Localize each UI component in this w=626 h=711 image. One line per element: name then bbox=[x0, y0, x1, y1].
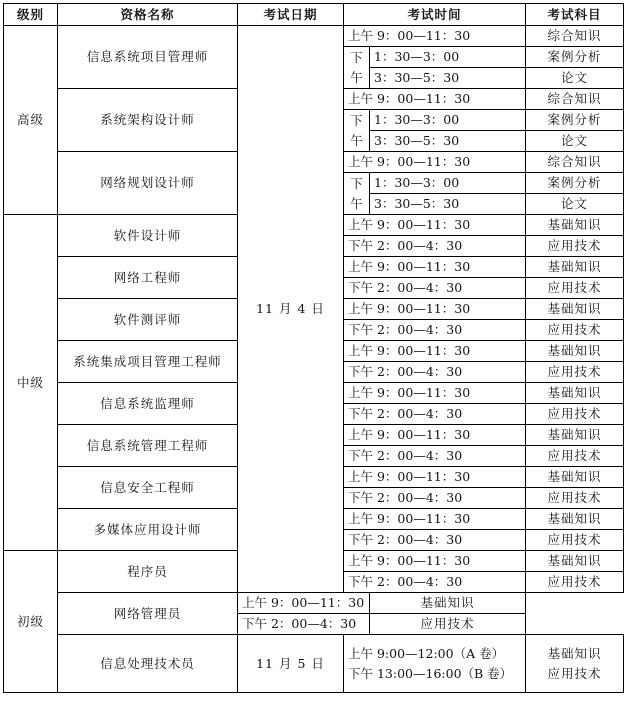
time-afternoon: 下午 2：00—4：30 bbox=[344, 530, 526, 551]
time-afternoon-label bbox=[344, 173, 370, 215]
subject: 基础知识 bbox=[526, 425, 624, 446]
subject: 案例分析 bbox=[526, 47, 624, 68]
header-name: 资格名称 bbox=[58, 4, 238, 26]
subject: 基础知识 bbox=[526, 383, 624, 404]
subject: 基础知识 bbox=[526, 551, 624, 572]
qualification-name: 网络管理员 bbox=[58, 593, 238, 635]
qualification-name: 软件测评师 bbox=[58, 299, 238, 341]
qualification-name: 信息处理技术员 bbox=[58, 635, 238, 693]
exam-date-nov4: 11 月 4 日 bbox=[238, 26, 344, 593]
exam-schedule-table bbox=[3, 3, 624, 693]
time-morning: 上午 9：00—11：30 bbox=[344, 383, 526, 404]
subject: 应用技术 bbox=[526, 404, 624, 425]
level-junior: 初级 bbox=[4, 551, 58, 693]
time-morning: 上午 9：00—11：30 bbox=[344, 152, 526, 173]
time-morning: 上午 9：00—11：30 bbox=[344, 467, 526, 488]
time-afternoon-b: 3：30—5：30 bbox=[370, 131, 526, 152]
subject: 综合知识 bbox=[526, 26, 624, 47]
subject: 基础知识 bbox=[526, 509, 624, 530]
qualification-name: 信息系统项目管理师 bbox=[58, 26, 238, 89]
time-morning: 上午 9：00—11：30 bbox=[344, 215, 526, 236]
subject: 论文 bbox=[526, 194, 624, 215]
subject: 应用技术 bbox=[526, 446, 624, 467]
afternoon-wu: 午 bbox=[350, 132, 363, 148]
afternoon-wu: 午 bbox=[350, 195, 363, 211]
subject: 案例分析 bbox=[526, 110, 624, 131]
afternoon-xia: 下 bbox=[350, 175, 363, 191]
subject: 应用技术 bbox=[526, 236, 624, 257]
subject: 基础知识 bbox=[526, 299, 624, 320]
time-morning: 上午 9：00—11：30 bbox=[344, 299, 526, 320]
header-level: 级别 bbox=[4, 4, 58, 26]
header-time: 考试时间 bbox=[344, 4, 526, 26]
afternoon-xia: 下 bbox=[350, 112, 363, 128]
time-two-sessions bbox=[344, 635, 526, 693]
qualification-name: 软件设计师 bbox=[58, 215, 238, 257]
time-morning: 上午 9：00—11：30 bbox=[344, 257, 526, 278]
time-afternoon: 下午 2：00—4：30 bbox=[344, 572, 526, 593]
qualification-name: 信息系统管理工程师 bbox=[58, 425, 238, 467]
subject: 基础知识 bbox=[547, 645, 602, 661]
subject: 应用技术 bbox=[370, 614, 526, 635]
subject: 应用技术 bbox=[526, 572, 624, 593]
time-morning: 上午 9：00—11：30 bbox=[344, 509, 526, 530]
time-morning: 上午 9：00—11：30 bbox=[344, 551, 526, 572]
subject: 基础知识 bbox=[370, 593, 526, 614]
time-afternoon-a: 1：30—3：00 bbox=[370, 173, 526, 194]
qualification-name: 系统架构设计师 bbox=[58, 89, 238, 152]
subject: 基础知识 bbox=[526, 215, 624, 236]
subject: 案例分析 bbox=[526, 173, 624, 194]
afternoon-wu: 午 bbox=[350, 69, 363, 85]
time-afternoon: 下午 2：00—4：30 bbox=[344, 320, 526, 341]
time-morning: 上午 9：00—11：30 bbox=[344, 425, 526, 446]
subject: 基础知识 bbox=[526, 341, 624, 362]
subject: 论文 bbox=[526, 68, 624, 89]
time-pm-paper-b: 下午 13:00—16:00（B 卷） bbox=[348, 665, 513, 681]
time-morning: 上午 9：00—11：30 bbox=[344, 26, 526, 47]
header-date: 考试日期 bbox=[238, 4, 344, 26]
subject: 基础知识 bbox=[526, 257, 624, 278]
qualification-name: 程序员 bbox=[58, 551, 238, 593]
time-afternoon: 下午 2：00—4：30 bbox=[344, 236, 526, 257]
subject: 应用技术 bbox=[526, 278, 624, 299]
qualification-name: 信息系统监理师 bbox=[58, 383, 238, 425]
header-subject: 考试科目 bbox=[526, 4, 624, 26]
subject: 综合知识 bbox=[526, 89, 624, 110]
subjects-two bbox=[526, 635, 624, 693]
time-afternoon-label bbox=[344, 47, 370, 89]
subject: 应用技术 bbox=[547, 665, 602, 681]
time-morning: 上午 9：00—11：30 bbox=[238, 593, 370, 614]
level-middle: 中级 bbox=[4, 215, 58, 551]
time-afternoon-b: 3：30—5：30 bbox=[370, 68, 526, 89]
time-morning: 上午 9：00—11：30 bbox=[344, 89, 526, 110]
time-afternoon-label bbox=[344, 110, 370, 152]
subject: 基础知识 bbox=[526, 467, 624, 488]
qualification-name: 信息安全工程师 bbox=[58, 467, 238, 509]
exam-date-nov5: 11 月 5 日 bbox=[238, 635, 344, 693]
subject: 综合知识 bbox=[526, 152, 624, 173]
time-afternoon-a: 1：30—3：00 bbox=[370, 110, 526, 131]
afternoon-xia: 下 bbox=[350, 49, 363, 65]
level-senior: 高级 bbox=[4, 26, 58, 215]
qualification-name: 多媒体应用设计师 bbox=[58, 509, 238, 551]
time-morning: 上午 9：00—11：30 bbox=[344, 341, 526, 362]
qualification-name: 网络工程师 bbox=[58, 257, 238, 299]
subject: 应用技术 bbox=[526, 320, 624, 341]
time-afternoon: 下午 2：00—4：30 bbox=[344, 446, 526, 467]
time-afternoon: 下午 2：00—4：30 bbox=[344, 488, 526, 509]
time-afternoon-a: 1：30—3：00 bbox=[370, 47, 526, 68]
time-afternoon: 下午 2：00—4：30 bbox=[344, 404, 526, 425]
qualification-name: 系统集成项目管理工程师 bbox=[58, 341, 238, 383]
subject: 应用技术 bbox=[526, 530, 624, 551]
time-afternoon: 下午 2：00—4：30 bbox=[344, 362, 526, 383]
subject: 应用技术 bbox=[526, 488, 624, 509]
time-afternoon-b: 3：30—5：30 bbox=[370, 194, 526, 215]
qualification-name: 网络规划设计师 bbox=[58, 152, 238, 215]
subject: 论文 bbox=[526, 131, 624, 152]
subject: 应用技术 bbox=[526, 362, 624, 383]
time-afternoon: 下午 2：00—4：30 bbox=[344, 278, 526, 299]
time-afternoon: 下午 2：00—4：30 bbox=[238, 614, 370, 635]
time-am-paper-a: 上午 9:00—12:00（A 卷） bbox=[348, 645, 505, 661]
